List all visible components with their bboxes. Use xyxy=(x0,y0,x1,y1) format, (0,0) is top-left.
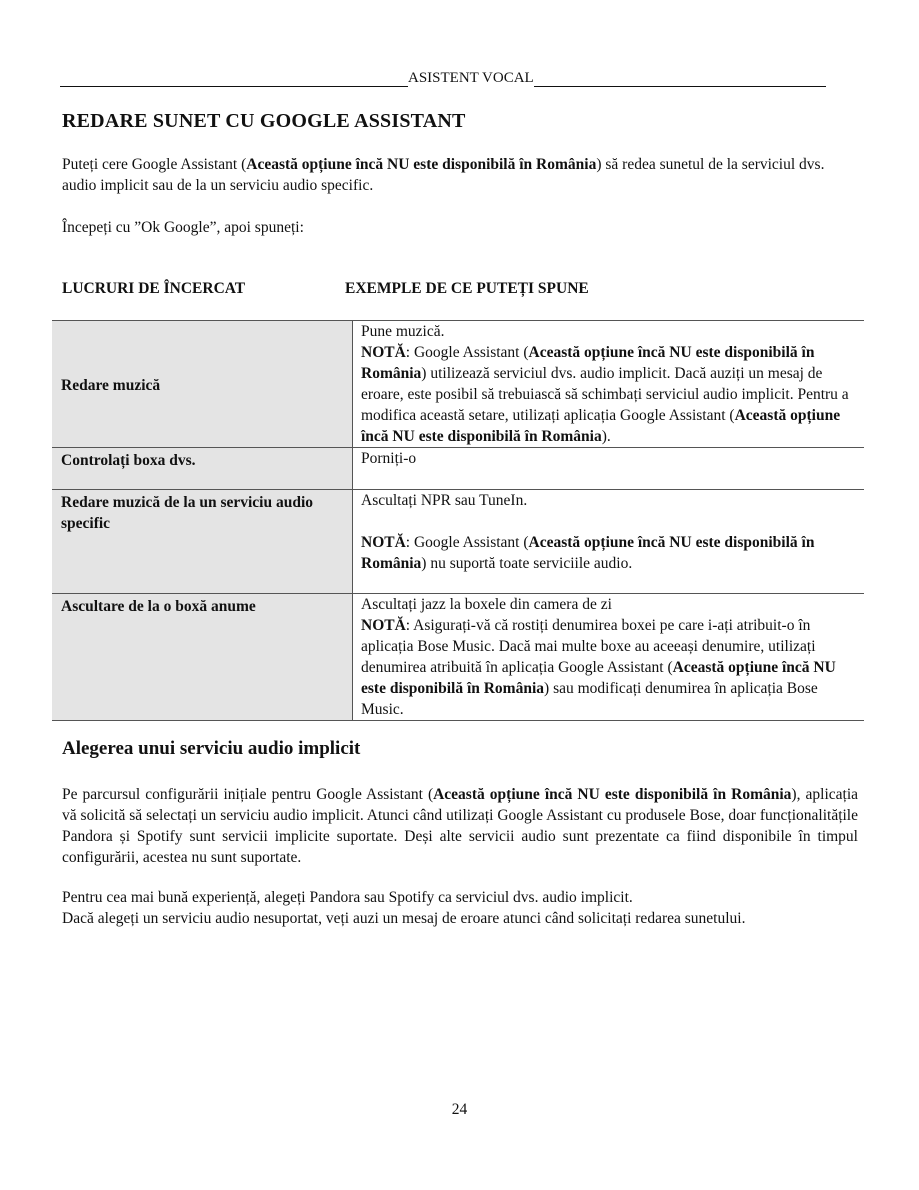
table-row xyxy=(52,321,864,448)
instruction-paragraph: Începeți cu ”Ok Google”, apoi spuneți: xyxy=(62,219,304,236)
note-part: : Google Assistant ( xyxy=(405,534,529,551)
availability-note: Această opțiune încă NU este disponibilă în România xyxy=(361,344,815,382)
warning-paragraph: Dacă alegeți un serviciu audio nesuportat, veți auzi un mesaj de eroare atunci când solicitați redarea sunetului. xyxy=(62,910,746,927)
row-label-play-music: Redare muzică xyxy=(52,321,353,448)
table-row xyxy=(52,594,864,721)
intro-text-a: Puteți cere Google Assistant ( xyxy=(62,156,247,173)
page-number: 24 xyxy=(451,1101,468,1118)
example-line: Pune muzică. xyxy=(361,323,445,340)
note-text xyxy=(361,615,856,720)
note-part: : Google Assistant ( xyxy=(405,344,529,361)
intro-text-c: ) să redea sunetul de la serviciul dvs. audio implicit sau de la un serviciu audio specific. xyxy=(62,156,825,194)
column-header-examples: EXEMPLE DE CE PUTEȚI SPUNE xyxy=(345,280,589,297)
intro-paragraph xyxy=(62,154,858,196)
row-label-control-speaker: Controlați boxa dvs. xyxy=(52,448,353,490)
header-rule-right xyxy=(534,72,826,87)
section-paragraph xyxy=(62,784,858,868)
running-header xyxy=(60,70,826,87)
row-label-specific-service: Redare muzică de la un serviciu audio specific xyxy=(52,490,353,594)
note-part: ) sau modificați denumirea în aplicația Bose Music. xyxy=(361,680,818,718)
page-title: REDARE SUNET CU GOOGLE ASSISTANT xyxy=(62,110,466,132)
note-part: ). xyxy=(601,428,611,445)
note-text xyxy=(361,532,856,574)
row-examples-control-speaker xyxy=(353,448,865,490)
availability-note: Această opțiune încă NU este disponibilă în România xyxy=(361,534,815,572)
row-examples-play-music xyxy=(353,321,865,448)
recommendation-paragraph: Pentru cea mai bună experiență, alegeți Pandora sau Spotify ca serviciul dvs. audio implicit. xyxy=(62,889,633,906)
section-availability-note: Această opțiune încă NU este disponibilă în România xyxy=(433,786,792,803)
commands-table xyxy=(52,320,864,721)
header-title: ASISTENT VOCAL xyxy=(408,70,534,86)
header-rule-left xyxy=(60,72,408,87)
availability-note: Această opțiune încă NU este disponibilă în România xyxy=(361,659,836,697)
note-text xyxy=(361,342,856,447)
column-header-things-to-try: LUCRURI DE ÎNCERCAT xyxy=(62,280,246,297)
note-label: NOTĂ xyxy=(361,534,406,551)
section-text-a: Pe parcursul configurării inițiale pentru Google Assistant ( xyxy=(62,786,434,803)
note-label: NOTĂ xyxy=(361,617,406,634)
row-label-specific-speaker: Ascultare de la o boxă anume xyxy=(52,594,353,721)
example-line: Ascultați jazz la boxele din camera de zi xyxy=(361,596,612,613)
table-row xyxy=(52,490,864,594)
example-line: Porniți-o xyxy=(361,450,417,467)
availability-note: Această opțiune încă NU este disponibilă în România xyxy=(361,407,841,445)
table-row xyxy=(52,448,864,490)
intro-availability-note: Această opțiune încă NU este disponibilă în România xyxy=(246,156,597,173)
note-part: ) nu suportă toate serviciile audio. xyxy=(421,555,633,572)
row-examples-specific-speaker xyxy=(353,594,865,721)
section-heading: Alegerea unui serviciu audio implicit xyxy=(62,738,361,759)
note-label: NOTĂ xyxy=(361,344,406,361)
row-examples-specific-service xyxy=(353,490,865,594)
example-line: Ascultați NPR sau TuneIn. xyxy=(361,492,528,509)
note-part: ) utilizează serviciul dvs. audio implicit. Dacă auziți un mesaj de eroare, este posibil să trebuiască să schimbați serviciul audio implicit. Pentru a modifica această setare, utilizați aplicația Google Assistant ( xyxy=(361,365,849,424)
note-part: : Asigurați-vă că rostiți denumirea boxei pe care i-ați atribuit-o în aplicația Bose Music. Dacă mai multe boxe au aceeași denumire, utilizați denumirea atribuită în aplicația Google Assistant ( xyxy=(361,617,816,676)
section-text-c: ), aplicația vă solicită să selectați un serviciu audio implicit. Atunci când utilizați Google Assistant cu produsele Bose, doar funcționalitățile Pandora și Spotify sunt servicii implicite suportate. Deși alte servicii audio sunt prezentate ca fiind disponibile în timpul configurării, acestea nu sunt suportate. xyxy=(62,786,859,866)
spacer xyxy=(361,511,856,532)
